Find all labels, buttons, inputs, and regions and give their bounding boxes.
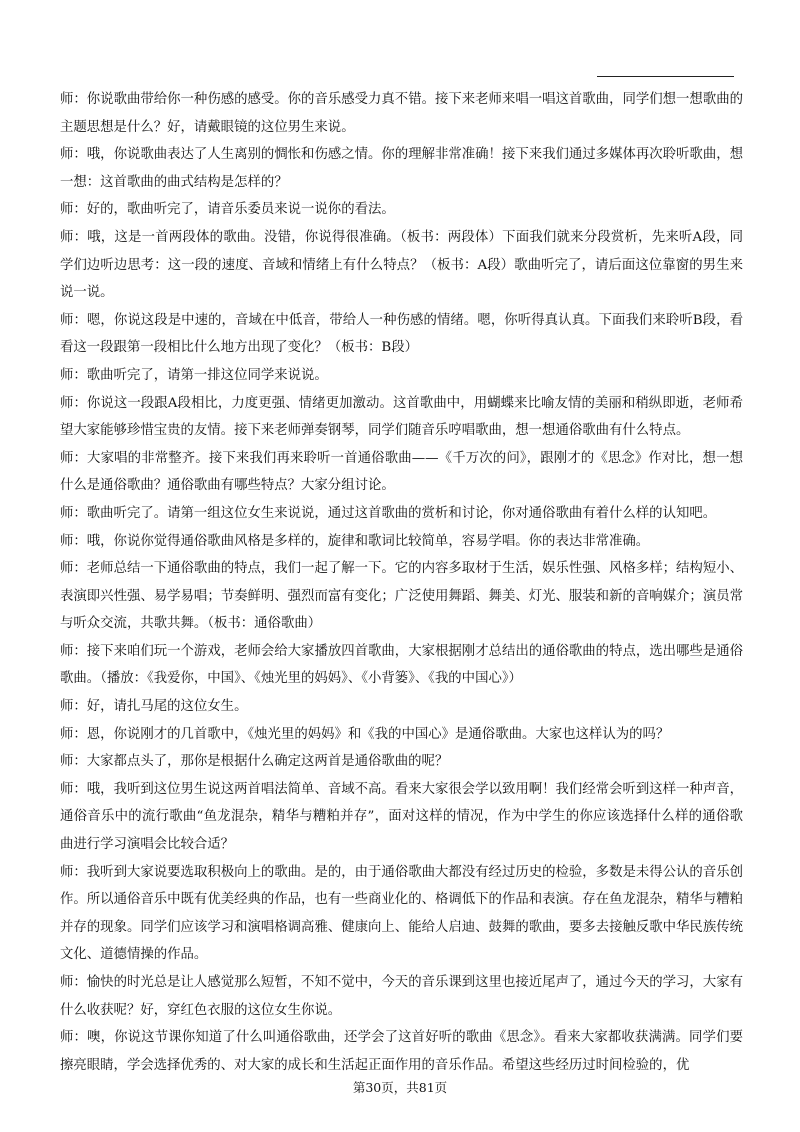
paragraph: 师：大家唱的非常整齐。接下来我们再来聆听一首通俗歌曲——《千万次的问》，跟刚才的《思念》作对比，想一想什么是通俗歌曲？通俗歌曲有哪些特点？大家分组讨论。	[60, 450, 743, 494]
paragraph: 师：大家都点头了，那你是根据什么确定这两首是通俗歌曲的呢？	[60, 754, 449, 770]
paragraph: 师：歌曲听完了。请第一组这位女生来说说，通过这首歌曲的赏析和讨论，你对通俗歌曲有着什么样的认知吧。	[60, 505, 717, 521]
paragraph: 师：老师总结一下通俗歌曲的特点，我们一起了解一下。它的内容多取材于生活，娱乐性强、风格多样；结构短小、表演即兴性强、易学易唱；节奏鲜明、强烈而富有变化；广泛使用舞蹈、舞美、灯光、服装和新的音响媒介；演员常与听众交流，共歌共舞。（板书：通俗歌曲）	[60, 561, 743, 632]
paragraph: 师：哦，这是一首两段体的歌曲。没错，你说得很准确。（板书：两段体）下面我们就来分段赏析，先来听A段，同学们边听边思考：这一段的速度、音域和情绪上有什么特点？（板书：A段）歌曲听完了，请后面这位靠窗的男生来说一说。	[60, 229, 743, 301]
document-body	[60, 86, 743, 1079]
paragraph: 师：嗯，你说这段是中速的，音域在中低音，带给人一种伤感的情绪。嗯，你听得真认真。下面我们来聆听B段，看看这一段跟第一段相比什么地方出现了变化？（板书：B段）	[60, 312, 743, 356]
paragraph: 师：歌曲听完了，请第一排这位同学来说说。	[60, 367, 328, 383]
paragraph: 师：哦，你说你觉得通俗歌曲风格是多样的，旋律和歌词比较简单，容易学唱。你的表达非常准确。	[60, 533, 650, 549]
paragraph: 师：接下来咱们玩一个游戏，老师会给大家播放四首歌曲，大家根据刚才总结出的通俗歌曲的特点，选出哪些是通俗歌曲。（播放：《我爱你，中国》、《烛光里的妈妈》、《小背篓》、《我的中国心》）	[60, 643, 743, 687]
paragraph: 师：你说这一段跟A段相比，力度更强、情绪更加激动。这首歌曲中，用蝴蝶来比喻友情的美丽和稍纵即逝，老师希望大家能够珍惜宝贵的友情。接下来老师弹奏钢琴，同学们随音乐哼唱歌曲，想一想通俗歌曲有什么特点。	[60, 395, 743, 439]
paragraph: 师：好的，歌曲听完了，请音乐委员来说一说你的看法。	[60, 202, 395, 218]
paragraph: 师：恩，你说刚才的几首歌中，《烛光里的妈妈》和《我的中国心》是通俗歌曲。大家也这样认为的吗？	[60, 726, 670, 742]
paragraph: 师：你说歌曲带给你一种伤感的感受。你的音乐感受力真不错。接下来老师来唱一唱这首歌曲，同学们想一想歌曲的主题思想是什么？好，请戴眼镜的这位男生来说。	[60, 92, 743, 135]
paragraph: 师：好，请扎马尾的这位女生。	[60, 699, 248, 715]
paragraph: 师：哦，你说歌曲表达了人生离别的惆怅和伤感之情。你的理解非常准确！接下来我们通过多媒体再次聆听歌曲，想一想：这首歌曲的曲式结构是怎样的？	[60, 147, 743, 190]
header-rule	[597, 76, 734, 77]
paragraph: 师：愉快的时光总是让人感觉那么短暂，不知不觉中，今天的音乐课到这里也接近尾声了，通过今天的学习，大家有什么收获呢？好，穿红色衣服的这位女生你说。	[60, 975, 743, 1018]
page-number: 第30页，共81页	[352, 1080, 448, 1095]
paragraph: 师：噢，你说这节课你知道了什么叫通俗歌曲，还学会了这首好听的歌曲《思念》。看来大家都收获满满。同学们要擦亮眼睛，学会选择优秀的、对大家的成长和生活起正面作用的音乐作品。希望这些经历过时间检验的，优	[60, 1030, 743, 1073]
paragraph: 师：哦，我听到这位男生说这两首唱法简单、音域不高。看来大家很会学以致用啊！我们经常会听到这样一种声音，通俗音乐中的流行歌曲“鱼龙混杂，精华与糟粕并存”，面对这样的情况，作为中学生的你应该选择什么样的通俗歌曲进行学习演唱会比较合适？	[60, 781, 743, 853]
paragraph: 师：我听到大家说要选取积极向上的歌曲。是的，由于通俗歌曲大都没有经过历史的检验，多数是未得公认的音乐创作。所以通俗音乐中既有优美经典的作品，也有一些商业化的、格调低下的作品和表演。存在鱼龙混杂，精华与糟粕并存的现象。同学们应该学习和演唱格调高雅、健康向上、能给人启迪、鼓舞的歌曲，要多去接触反歌中华民族传统文化、道德情操的作品。	[60, 864, 743, 963]
